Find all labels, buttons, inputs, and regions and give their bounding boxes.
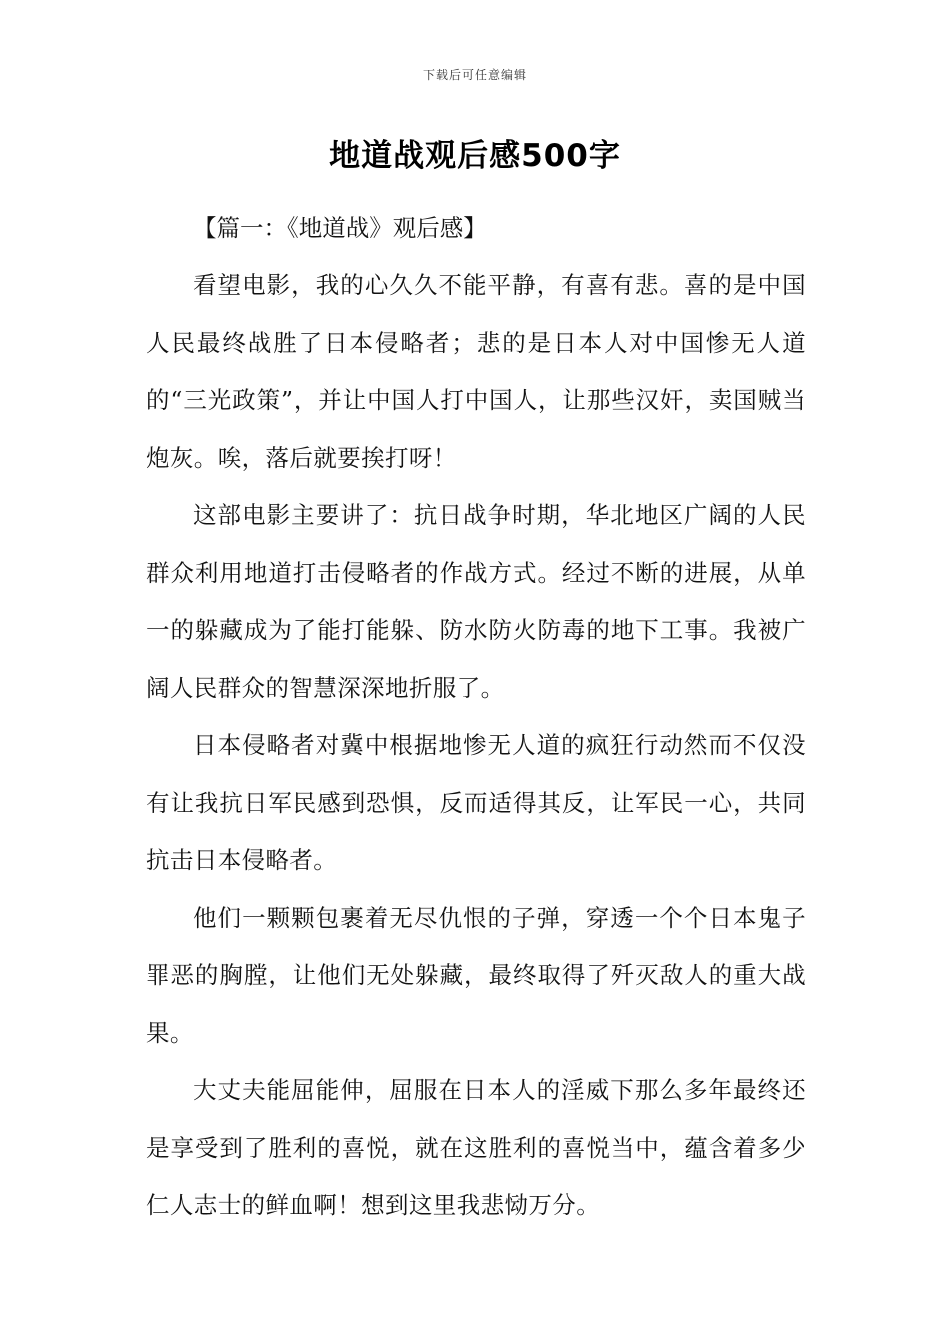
page-title: 地道战观后感500字	[329, 138, 621, 174]
paragraph-1: 看望电影，我的心久久不能平静，有喜有悲。喜的是中国人民最终战胜了日本侵略者；悲的是日本人对中国惨无人道的“三光政策”，并让中国人打中国人，让那些汉奸，卖国贼当炮灰。唉，落后就要挨打呀！	[146, 271, 806, 472]
paragraph-3: 日本侵略者对冀中根据地惨无人道的疯狂行动然而不仅没有让我抗日军民感到恐惧，反而适得其反，让军民一心，共同抗击日本侵略者。	[146, 731, 806, 874]
section-heading: 【篇一：《地道战》观后感】	[193, 214, 487, 242]
document-body	[146, 200, 806, 1235]
header-note: 下载后可任意编辑	[422, 68, 527, 82]
paragraph-5: 大丈夫能屈能伸，屈服在日本人的淫威下那么多年最终还是享受到了胜利的喜悦，就在这胜利的喜悦当中，蕴含着多少仁人志士的鲜血啊！想到这里我悲恸万分。	[146, 1076, 806, 1219]
paragraph-4: 他们一颗颗包裹着无尽仇恨的子弹，穿透一个个日本鬼子罪恶的胸膛，让他们无处躲藏，最终取得了歼灭敌人的重大战果。	[146, 903, 806, 1047]
paragraph-2: 这部电影主要讲了：抗日战争时期，华北地区广阔的人民群众利用地道打击侵略者的作战方式。经过不断的进展，从单一的躲藏成为了能打能躲、防水防火防毒的地下工事。我被广阔人民群众的智慧深深地折服了。	[146, 501, 806, 702]
